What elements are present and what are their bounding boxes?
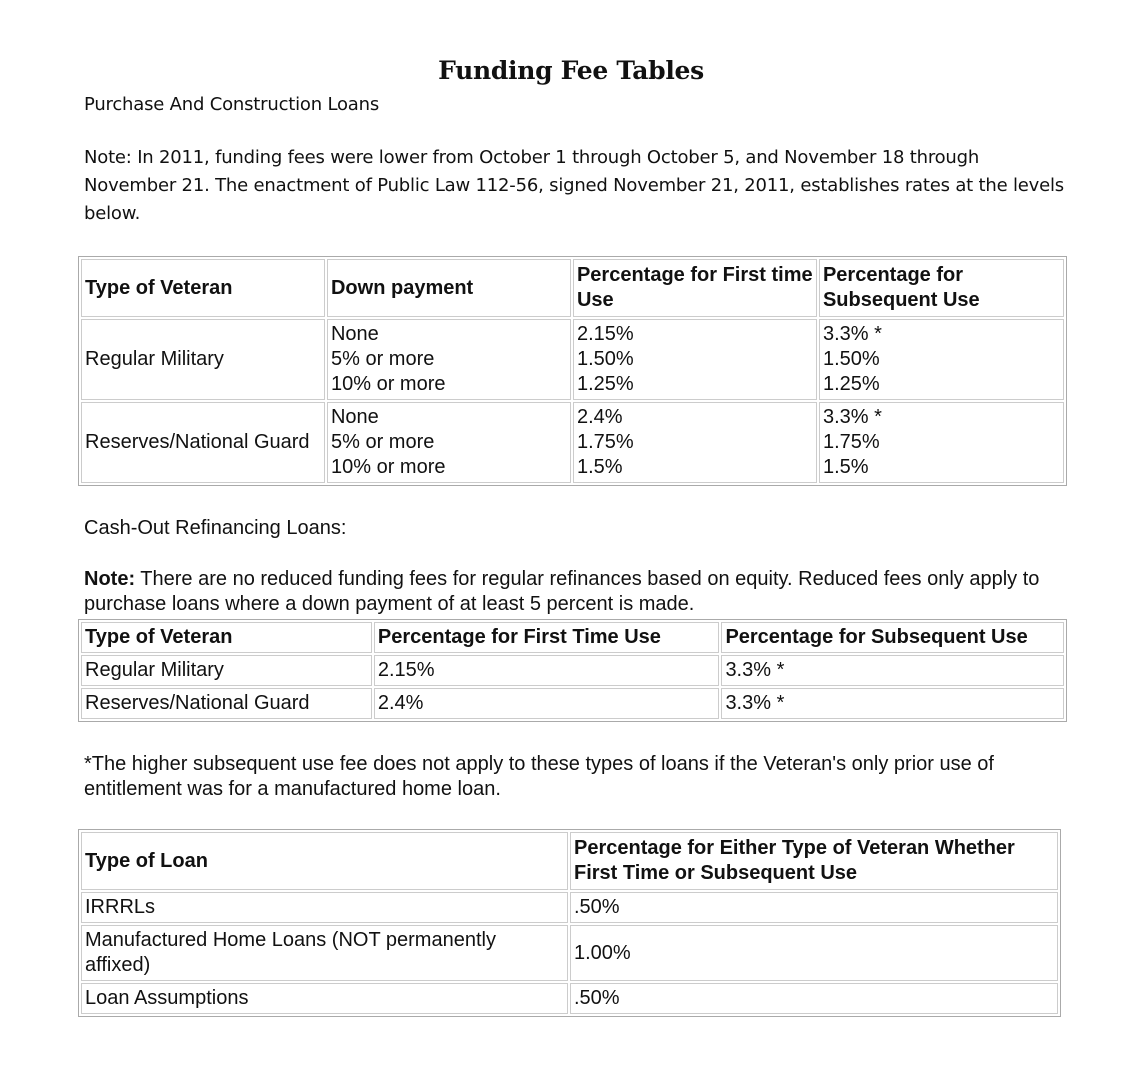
percentage-cell: .50% [570, 892, 1058, 923]
loan-type-cell: IRRRLs [81, 892, 568, 923]
note-label: Note: [84, 568, 136, 590]
header-subsequent-use: Percentage for Subsequent Use [819, 259, 1064, 317]
cell-line: 1.5% [576, 456, 623, 478]
veteran-type-cell: Reserves/National Guard [81, 402, 325, 483]
table-header-row [81, 259, 1064, 317]
cell-line: 2.15% [576, 323, 634, 345]
footnote: *The higher subsequent use fee does not apply to these types of loans if the Veteran's only prior use of entitlement was for a manufactured home loan. [84, 753, 994, 800]
header-type-of-veteran: Type of Veteran [81, 622, 372, 653]
cell-line: 3.3% * [822, 323, 882, 345]
cell-line: 10% or more [330, 456, 446, 478]
cell-line: 10% or more [330, 373, 446, 395]
cell-line: 5% or more [330, 348, 435, 370]
subsequent-use-cell [819, 402, 1064, 483]
table-header-row [81, 832, 1058, 890]
cashout-table [78, 619, 1067, 722]
cashout-note [84, 567, 1074, 617]
subsequent-use-cell: 3.3% * [721, 655, 1064, 686]
header-type-of-loan: Type of Loan [81, 832, 568, 890]
cell-line: 1.25% [576, 373, 634, 395]
veteran-type-cell: Reserves/National Guard [81, 688, 372, 719]
table-row [81, 983, 1058, 1014]
first-use-cell [573, 402, 817, 483]
loan-type-cell: Manufactured Home Loans (NOT permanently affixed) [81, 925, 568, 981]
header-down-payment: Down payment [327, 259, 571, 317]
table-row [81, 925, 1058, 981]
percentage-cell: .50% [570, 983, 1058, 1014]
cell-line: 1.50% [576, 348, 634, 370]
purchase-loans-table [78, 256, 1067, 486]
cell-line: None [330, 406, 379, 428]
loan-type-cell: Loan Assumptions [81, 983, 568, 1014]
header-type-of-veteran: Type of Veteran [81, 259, 325, 317]
cell-line: 1.5% [822, 456, 869, 478]
header-either-veteran-percentage: Percentage for Either Type of Veteran Whether First Time or Subsequent Use [570, 832, 1058, 890]
first-use-cell: 2.15% [374, 655, 720, 686]
loan-types-table [78, 829, 1061, 1017]
table-row [81, 655, 1064, 686]
cell-line: 1.75% [576, 431, 634, 453]
table-header-row [81, 622, 1064, 653]
header-subsequent-use: Percentage for Subsequent Use [721, 622, 1064, 653]
intro-note: Note: In 2011, funding fees were lower from October 1 through October 5, and November 18 through November 21. The enactment of Public Law 112-56, signed November 21, 2011, establishes rates at the levels below. [84, 147, 1064, 224]
subsequent-use-cell [819, 319, 1064, 400]
table-row [81, 402, 1064, 483]
cell-line: 5% or more [330, 431, 435, 453]
cell-line: 2.4% [576, 406, 623, 428]
cashout-heading: Cash-Out Refinancing Loans: [84, 517, 347, 539]
percentage-cell: 1.00% [570, 925, 1058, 981]
table-row [81, 892, 1058, 923]
note-text: There are no reduced funding fees for regular refinances based on equity. Reduced fees only apply to purchase loans where a down payment of at least 5 percent is made. [84, 568, 1040, 615]
first-use-cell [573, 319, 817, 400]
first-use-cell: 2.4% [374, 688, 720, 719]
veteran-type-cell: Regular Military [81, 319, 325, 400]
page-title: Funding Fee Tables [438, 56, 704, 85]
veteran-type-cell: Regular Military [81, 655, 372, 686]
subsequent-use-cell: 3.3% * [721, 688, 1064, 719]
section-subtitle: Purchase And Construction Loans [84, 94, 380, 115]
header-first-time-use: Percentage for First Time Use [374, 622, 720, 653]
table-row [81, 688, 1064, 719]
down-payment-cell [327, 402, 571, 483]
table-row [81, 319, 1064, 400]
cell-line: 1.25% [822, 373, 880, 395]
cell-line: 3.3% * [822, 406, 882, 428]
cell-line: None [330, 323, 379, 345]
down-payment-cell [327, 319, 571, 400]
cell-line: 1.75% [822, 431, 880, 453]
cell-line: 1.50% [822, 348, 880, 370]
header-first-time-use: Percentage for First time Use [573, 259, 817, 317]
